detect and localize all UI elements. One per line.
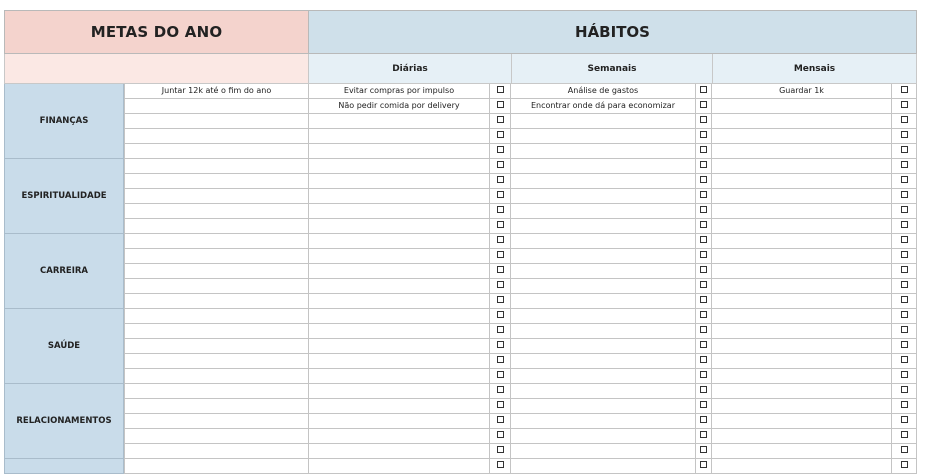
checkbox-icon[interactable] <box>901 296 908 303</box>
semanal-checkbox-cell[interactable] <box>696 279 712 294</box>
checkbox-icon[interactable] <box>497 131 504 138</box>
checkbox-icon[interactable] <box>497 281 504 288</box>
checkbox-icon[interactable] <box>901 281 908 288</box>
meta-cell[interactable] <box>124 249 309 264</box>
checkbox-icon[interactable] <box>700 101 707 108</box>
category-label: RELACIONAMENTOS <box>4 384 124 459</box>
semanal-habit-cell[interactable] <box>511 444 696 459</box>
checkbox-icon[interactable] <box>497 206 504 213</box>
diaria-habit-cell[interactable] <box>309 429 490 444</box>
table-row <box>124 354 917 369</box>
table-row <box>124 84 917 99</box>
semanal-habit-cell[interactable] <box>511 234 696 249</box>
checkbox-icon[interactable] <box>901 86 908 93</box>
table-row <box>124 234 917 249</box>
checkbox-icon[interactable] <box>497 266 504 273</box>
meta-cell[interactable] <box>124 429 309 444</box>
diaria-habit-cell[interactable] <box>309 159 490 174</box>
meta-cell[interactable] <box>124 189 309 204</box>
semanal-checkbox-cell[interactable] <box>696 459 712 474</box>
semanal-checkbox-cell[interactable] <box>696 339 712 354</box>
checkbox-icon[interactable] <box>901 371 908 378</box>
diaria-habit-cell[interactable] <box>309 444 490 459</box>
diaria-habit-cell[interactable] <box>309 324 490 339</box>
meta-cell[interactable]: Juntar 12k até o fim do ano <box>124 84 309 99</box>
checkbox-icon[interactable] <box>700 461 707 468</box>
mensal-habit-cell[interactable] <box>712 174 892 189</box>
semanal-checkbox-cell[interactable] <box>696 309 712 324</box>
checkbox-icon[interactable] <box>901 401 908 408</box>
meta-cell[interactable] <box>124 219 309 234</box>
mensal-checkbox-cell[interactable] <box>892 129 917 144</box>
checkbox-icon[interactable] <box>497 176 504 183</box>
diaria-habit-cell[interactable] <box>309 264 490 279</box>
checkbox-icon[interactable] <box>901 356 908 363</box>
meta-cell[interactable] <box>124 309 309 324</box>
semanal-checkbox-cell[interactable] <box>696 129 712 144</box>
mensal-checkbox-cell[interactable] <box>892 339 917 354</box>
diaria-checkbox-cell[interactable] <box>490 324 511 339</box>
mensal-habit-cell[interactable] <box>712 294 892 309</box>
checkbox-icon[interactable] <box>700 221 707 228</box>
diaria-habit-cell[interactable] <box>309 384 490 399</box>
table-row <box>124 429 917 444</box>
diaria-habit-cell[interactable] <box>309 414 490 429</box>
checkbox-icon[interactable] <box>700 251 707 258</box>
mensal-checkbox-cell[interactable] <box>892 219 917 234</box>
diaria-habit-cell[interactable] <box>309 354 490 369</box>
habitos-header: HÁBITOS <box>309 10 917 54</box>
table-row <box>124 459 917 474</box>
checkbox-icon[interactable] <box>497 101 504 108</box>
diaria-checkbox-cell[interactable] <box>490 294 511 309</box>
checkbox-icon[interactable] <box>497 221 504 228</box>
checkbox-icon[interactable] <box>700 371 707 378</box>
diaria-habit-cell[interactable] <box>309 309 490 324</box>
checkbox-icon[interactable] <box>700 311 707 318</box>
mensal-checkbox-cell[interactable] <box>892 279 917 294</box>
semanal-habit-cell[interactable] <box>511 174 696 189</box>
mensal-habit-cell[interactable] <box>712 444 892 459</box>
table-row <box>124 114 917 129</box>
diaria-habit-cell[interactable]: Evitar compras por impulso <box>309 84 490 99</box>
diaria-checkbox-cell[interactable] <box>490 219 511 234</box>
semanal-habit-cell[interactable] <box>511 159 696 174</box>
checkbox-icon[interactable] <box>700 206 707 213</box>
checkbox-icon[interactable] <box>700 386 707 393</box>
mensal-checkbox-cell[interactable] <box>892 189 917 204</box>
mensal-checkbox-cell[interactable] <box>892 204 917 219</box>
mensal-habit-cell[interactable] <box>712 114 892 129</box>
meta-cell[interactable] <box>124 459 309 474</box>
checkbox-icon[interactable] <box>497 431 504 438</box>
diaria-checkbox-cell[interactable] <box>490 279 511 294</box>
category-label: SAÚDE <box>4 309 124 384</box>
category-label: ESPIRITUALIDADE <box>4 159 124 234</box>
checkbox-icon[interactable] <box>497 401 504 408</box>
mensal-habit-cell[interactable] <box>712 99 892 114</box>
semanal-habit-cell[interactable] <box>511 309 696 324</box>
mensal-checkbox-cell[interactable] <box>892 459 917 474</box>
mensal-checkbox-cell[interactable] <box>892 354 917 369</box>
semanal-checkbox-cell[interactable] <box>696 144 712 159</box>
mensal-habit-cell[interactable] <box>712 279 892 294</box>
checkbox-icon[interactable] <box>901 251 908 258</box>
semanal-habit-cell[interactable] <box>511 249 696 264</box>
checkbox-icon[interactable] <box>901 311 908 318</box>
table-row <box>124 279 917 294</box>
diaria-checkbox-cell[interactable] <box>490 339 511 354</box>
diaria-habit-cell[interactable] <box>309 219 490 234</box>
semanal-habit-cell[interactable] <box>511 399 696 414</box>
checkbox-icon[interactable] <box>901 326 908 333</box>
mensal-habit-cell[interactable] <box>712 459 892 474</box>
checkbox-icon[interactable] <box>497 236 504 243</box>
checkbox-icon[interactable] <box>497 161 504 168</box>
diaria-checkbox-cell[interactable] <box>490 159 511 174</box>
checkbox-icon[interactable] <box>901 221 908 228</box>
diaria-habit-cell[interactable] <box>309 399 490 414</box>
diaria-habit-cell[interactable] <box>309 249 490 264</box>
semanal-checkbox-cell[interactable] <box>696 294 712 309</box>
mensal-checkbox-cell[interactable] <box>892 84 917 99</box>
checkbox-icon[interactable] <box>497 371 504 378</box>
semanal-checkbox-cell[interactable] <box>696 249 712 264</box>
diaria-checkbox-cell[interactable] <box>490 144 511 159</box>
diaria-habit-cell[interactable]: Não pedir comida por delivery <box>309 99 490 114</box>
checkbox-icon[interactable] <box>700 266 707 273</box>
checkbox-icon[interactable] <box>901 101 908 108</box>
diaria-habit-cell[interactable] <box>309 369 490 384</box>
diaria-checkbox-cell[interactable] <box>490 174 511 189</box>
mensal-habit-cell[interactable] <box>712 249 892 264</box>
checkbox-icon[interactable] <box>901 341 908 348</box>
mensais-header: Mensais <box>713 54 917 84</box>
checkbox-icon[interactable] <box>901 386 908 393</box>
diaria-checkbox-cell[interactable] <box>490 264 511 279</box>
semanal-habit-cell[interactable] <box>511 204 696 219</box>
checkbox-icon[interactable] <box>901 161 908 168</box>
table-row <box>124 339 917 354</box>
mensal-checkbox-cell[interactable] <box>892 414 917 429</box>
mensal-habit-cell[interactable] <box>712 354 892 369</box>
meta-cell[interactable] <box>124 294 309 309</box>
semanal-habit-cell[interactable]: Encontrar onde dá para economizar <box>511 99 696 114</box>
meta-cell[interactable] <box>124 444 309 459</box>
diaria-habit-cell[interactable] <box>309 114 490 129</box>
diaria-checkbox-cell[interactable] <box>490 369 511 384</box>
metas-subheader <box>4 54 309 84</box>
semanal-checkbox-cell[interactable] <box>696 99 712 114</box>
mensal-checkbox-cell[interactable] <box>892 159 917 174</box>
checkbox-icon[interactable] <box>700 86 707 93</box>
table-row <box>124 129 917 144</box>
checkbox-icon[interactable] <box>497 251 504 258</box>
table-row <box>124 204 917 219</box>
mensal-checkbox-cell[interactable] <box>892 369 917 384</box>
checkbox-icon[interactable] <box>901 146 908 153</box>
checkbox-icon[interactable] <box>901 266 908 273</box>
mensal-habit-cell[interactable] <box>712 429 892 444</box>
meta-cell[interactable] <box>124 264 309 279</box>
meta-cell[interactable] <box>124 339 309 354</box>
diaria-checkbox-cell[interactable] <box>490 399 511 414</box>
checkbox-icon[interactable] <box>700 446 707 453</box>
semanais-header: Semanais <box>512 54 713 84</box>
checkbox-icon[interactable] <box>497 356 504 363</box>
mensal-habit-cell[interactable] <box>712 414 892 429</box>
semanal-checkbox-cell[interactable] <box>696 414 712 429</box>
semanal-habit-cell[interactable] <box>511 384 696 399</box>
checkbox-icon[interactable] <box>700 236 707 243</box>
category-label <box>4 459 124 474</box>
meta-cell[interactable] <box>124 399 309 414</box>
semanal-checkbox-cell[interactable] <box>696 84 712 99</box>
checkbox-icon[interactable] <box>901 236 908 243</box>
diaria-checkbox-cell[interactable] <box>490 414 511 429</box>
semanal-checkbox-cell[interactable] <box>696 444 712 459</box>
table-row <box>124 369 917 384</box>
mensal-habit-cell[interactable] <box>712 264 892 279</box>
checkbox-icon[interactable] <box>700 341 707 348</box>
diaria-checkbox-cell[interactable] <box>490 114 511 129</box>
metas-header: METAS DO ANO <box>4 10 309 54</box>
table-row <box>124 444 917 459</box>
checkbox-icon[interactable] <box>497 311 504 318</box>
checkbox-icon[interactable] <box>700 146 707 153</box>
checkbox-icon[interactable] <box>497 461 504 468</box>
checkbox-icon[interactable] <box>901 461 908 468</box>
semanal-habit-cell[interactable] <box>511 294 696 309</box>
checkbox-icon[interactable] <box>700 326 707 333</box>
diaria-checkbox-cell[interactable] <box>490 99 511 114</box>
meta-cell[interactable] <box>124 159 309 174</box>
checkbox-icon[interactable] <box>497 326 504 333</box>
checkbox-icon[interactable] <box>497 386 504 393</box>
table-row <box>124 144 917 159</box>
table-row <box>124 309 917 324</box>
mensal-checkbox-cell[interactable] <box>892 324 917 339</box>
checkbox-icon[interactable] <box>901 416 908 423</box>
mensal-checkbox-cell[interactable] <box>892 309 917 324</box>
table-row <box>124 174 917 189</box>
checkbox-icon[interactable] <box>700 296 707 303</box>
diaria-habit-cell[interactable] <box>309 459 490 474</box>
diaria-checkbox-cell[interactable] <box>490 429 511 444</box>
semanal-habit-cell[interactable] <box>511 414 696 429</box>
semanal-habit-cell[interactable] <box>511 429 696 444</box>
checkbox-icon[interactable] <box>901 116 908 123</box>
checkbox-icon[interactable] <box>700 161 707 168</box>
mensal-habit-cell[interactable]: Guardar 1k <box>712 84 892 99</box>
mensal-checkbox-cell[interactable] <box>892 174 917 189</box>
table-row <box>124 189 917 204</box>
diaria-checkbox-cell[interactable] <box>490 84 511 99</box>
mensal-checkbox-cell[interactable] <box>892 429 917 444</box>
meta-cell[interactable] <box>124 324 309 339</box>
semanal-checkbox-cell[interactable] <box>696 429 712 444</box>
diaria-habit-cell[interactable] <box>309 174 490 189</box>
diaria-checkbox-cell[interactable] <box>490 309 511 324</box>
mensal-checkbox-cell[interactable] <box>892 294 917 309</box>
checkbox-icon[interactable] <box>700 116 707 123</box>
meta-cell[interactable] <box>124 369 309 384</box>
semanal-checkbox-cell[interactable] <box>696 189 712 204</box>
semanal-habit-cell[interactable] <box>511 459 696 474</box>
semanal-habit-cell[interactable] <box>511 279 696 294</box>
table-row <box>124 249 917 264</box>
meta-cell[interactable] <box>124 114 309 129</box>
checkbox-icon[interactable] <box>497 296 504 303</box>
diaria-habit-cell[interactable] <box>309 204 490 219</box>
semanal-checkbox-cell[interactable] <box>696 204 712 219</box>
mensal-checkbox-cell[interactable] <box>892 234 917 249</box>
semanal-habit-cell[interactable] <box>511 264 696 279</box>
mensal-checkbox-cell[interactable] <box>892 264 917 279</box>
semanal-checkbox-cell[interactable] <box>696 174 712 189</box>
checkbox-icon[interactable] <box>700 191 707 198</box>
diaria-habit-cell[interactable] <box>309 234 490 249</box>
meta-cell[interactable] <box>124 144 309 159</box>
meta-cell[interactable] <box>124 234 309 249</box>
semanal-habit-cell[interactable] <box>511 144 696 159</box>
table-row <box>124 159 917 174</box>
mensal-habit-cell[interactable] <box>712 369 892 384</box>
mensal-habit-cell[interactable] <box>712 189 892 204</box>
diaria-checkbox-cell[interactable] <box>490 459 511 474</box>
semanal-checkbox-cell[interactable] <box>696 324 712 339</box>
mensal-habit-cell[interactable] <box>712 399 892 414</box>
semanal-checkbox-cell[interactable] <box>696 114 712 129</box>
checkbox-icon[interactable] <box>901 176 908 183</box>
meta-cell[interactable] <box>124 129 309 144</box>
checkbox-icon[interactable] <box>497 146 504 153</box>
table-row <box>124 294 917 309</box>
checkbox-icon[interactable] <box>901 206 908 213</box>
diaria-habit-cell[interactable] <box>309 129 490 144</box>
mensal-checkbox-cell[interactable] <box>892 444 917 459</box>
checkbox-icon[interactable] <box>700 356 707 363</box>
mensal-habit-cell[interactable] <box>712 339 892 354</box>
checkbox-icon[interactable] <box>700 431 707 438</box>
mensal-habit-cell[interactable] <box>712 219 892 234</box>
mensal-habit-cell[interactable] <box>712 144 892 159</box>
diaria-checkbox-cell[interactable] <box>490 129 511 144</box>
semanal-habit-cell[interactable] <box>511 339 696 354</box>
mensal-checkbox-cell[interactable] <box>892 249 917 264</box>
mensal-checkbox-cell[interactable] <box>892 144 917 159</box>
meta-cell[interactable] <box>124 279 309 294</box>
meta-cell[interactable] <box>124 204 309 219</box>
table-row <box>124 414 917 429</box>
category-label: CARREIRA <box>4 234 124 309</box>
checkbox-icon[interactable] <box>497 341 504 348</box>
diaria-checkbox-cell[interactable] <box>490 204 511 219</box>
mensal-habit-cell[interactable] <box>712 324 892 339</box>
diaria-habit-cell[interactable] <box>309 294 490 309</box>
meta-cell[interactable] <box>124 354 309 369</box>
mensal-habit-cell[interactable] <box>712 129 892 144</box>
semanal-checkbox-cell[interactable] <box>696 264 712 279</box>
semanal-habit-cell[interactable] <box>511 189 696 204</box>
diaria-checkbox-cell[interactable] <box>490 189 511 204</box>
semanal-habit-cell[interactable] <box>511 324 696 339</box>
semanal-checkbox-cell[interactable] <box>696 159 712 174</box>
semanal-checkbox-cell[interactable] <box>696 354 712 369</box>
semanal-checkbox-cell[interactable] <box>696 369 712 384</box>
checkbox-icon[interactable] <box>497 416 504 423</box>
diarias-header: Diárias <box>309 54 512 84</box>
category-label: FINANÇAS <box>4 84 124 159</box>
diaria-checkbox-cell[interactable] <box>490 384 511 399</box>
checkbox-icon[interactable] <box>497 86 504 93</box>
checkbox-icon[interactable] <box>901 446 908 453</box>
checkbox-icon[interactable] <box>497 446 504 453</box>
mensal-checkbox-cell[interactable] <box>892 399 917 414</box>
checkbox-icon[interactable] <box>901 131 908 138</box>
mensal-habit-cell[interactable] <box>712 204 892 219</box>
table-row <box>124 99 917 114</box>
semanal-habit-cell[interactable] <box>511 354 696 369</box>
mensal-checkbox-cell[interactable] <box>892 99 917 114</box>
semanal-habit-cell[interactable] <box>511 114 696 129</box>
table-row <box>124 399 917 414</box>
meta-cell[interactable] <box>124 384 309 399</box>
table-row <box>124 264 917 279</box>
diaria-checkbox-cell[interactable] <box>490 444 511 459</box>
diaria-habit-cell[interactable] <box>309 339 490 354</box>
diaria-habit-cell[interactable] <box>309 279 490 294</box>
mensal-habit-cell[interactable] <box>712 159 892 174</box>
checkbox-icon[interactable] <box>497 191 504 198</box>
diaria-habit-cell[interactable] <box>309 189 490 204</box>
mensal-habit-cell[interactable] <box>712 309 892 324</box>
mensal-checkbox-cell[interactable] <box>892 114 917 129</box>
checkbox-icon[interactable] <box>700 281 707 288</box>
mensal-habit-cell[interactable] <box>712 384 892 399</box>
checkbox-icon[interactable] <box>497 116 504 123</box>
diaria-checkbox-cell[interactable] <box>490 234 511 249</box>
checkbox-icon[interactable] <box>700 176 707 183</box>
semanal-habit-cell[interactable] <box>511 129 696 144</box>
semanal-habit-cell[interactable] <box>511 369 696 384</box>
meta-cell[interactable] <box>124 414 309 429</box>
semanal-checkbox-cell[interactable] <box>696 219 712 234</box>
meta-cell[interactable] <box>124 174 309 189</box>
diaria-checkbox-cell[interactable] <box>490 249 511 264</box>
table-row <box>124 384 917 399</box>
checkbox-icon[interactable] <box>700 131 707 138</box>
semanal-habit-cell[interactable] <box>511 219 696 234</box>
semanal-checkbox-cell[interactable] <box>696 399 712 414</box>
mensal-checkbox-cell[interactable] <box>892 384 917 399</box>
semanal-checkbox-cell[interactable] <box>696 384 712 399</box>
checkbox-icon[interactable] <box>700 401 707 408</box>
semanal-checkbox-cell[interactable] <box>696 234 712 249</box>
table-row <box>124 219 917 234</box>
checkbox-icon[interactable] <box>901 431 908 438</box>
diaria-habit-cell[interactable] <box>309 144 490 159</box>
semanal-habit-cell[interactable]: Análise de gastos <box>511 84 696 99</box>
table-row <box>124 324 917 339</box>
meta-cell[interactable] <box>124 99 309 114</box>
mensal-habit-cell[interactable] <box>712 234 892 249</box>
checkbox-icon[interactable] <box>901 191 908 198</box>
checkbox-icon[interactable] <box>700 416 707 423</box>
diaria-checkbox-cell[interactable] <box>490 354 511 369</box>
